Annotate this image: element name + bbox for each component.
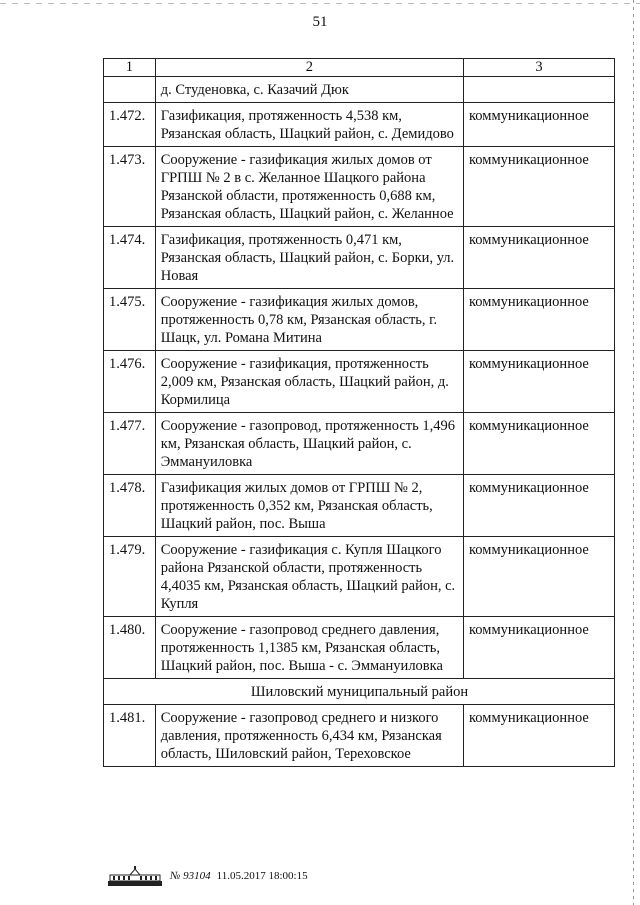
table-row [104,705,615,767]
row-type-cell: коммуникационное [464,705,615,767]
row-number-cell: 1.473. [104,147,156,227]
row-type-cell: коммуникационное [464,289,615,351]
table-row [104,147,615,227]
row-type-cell: коммуникационное [464,103,615,147]
section-row [104,679,615,705]
table-row [104,289,615,351]
scan-edge-right [633,0,634,905]
table-row [104,351,615,413]
registration-datetime: 11.05.2017 18:00:15 [216,870,308,882]
table-row [104,537,615,617]
row-type-cell: коммуникационное [464,537,615,617]
page-number: 51 [312,14,328,30]
row-number-cell: 1.475. [104,289,156,351]
header-col-1: 1 [104,59,156,77]
row-type-cell: коммуникационное [464,227,615,289]
registration-number: № 93104 [170,870,211,882]
section-title: Шиловский муниципальный район [104,679,615,705]
row-type-cell: коммуникационное [464,475,615,537]
row-number-cell: 1.478. [104,475,156,537]
row-number-cell: 1.476. [104,351,156,413]
row-description-cell: Сооружение - газопровод, протяженность 1,496 км, Рязанская область, Шацкий район, с. Эммануиловка [155,413,463,475]
row-number-cell: 1.479. [104,537,156,617]
row-description-cell: Сооружение - газопровод среднего давления, протяженность 1,1385 км, Рязанская область, Шацкий район, пос. Выша - с. Эммануиловка [155,617,463,679]
row-description-cell: Сооружение - газификация, протяженность 2,009 км, Рязанская область, Шацкий район, д. Кормилица [155,351,463,413]
table-row [104,227,615,289]
header-col-2: 2 [155,59,463,77]
row-description-cell: Сооружение - газопровод среднего и низкого давления, протяженность 6,434 км, Рязанская область, Шиловский район, Тереховское [155,705,463,767]
row-number-cell: 1.480. [104,617,156,679]
row-type-cell [464,77,615,103]
row-description-cell: Сооружение - газификация жилых домов, протяженность 0,78 км, Рязанская область, г. Шацк, ул. Романа Митина [155,289,463,351]
property-table [103,58,615,767]
table-row [104,413,615,475]
row-description-cell: Сооружение - газификация с. Купля Шацкого района Рязанской области, протяженность 4,4035 км, Рязанская область, Шацкий район, с. Купля [155,537,463,617]
row-description-cell: Газификация, протяженность 4,538 км, Рязанская область, Шацкий район, с. Демидово [155,103,463,147]
row-number-cell [104,77,156,103]
row-number-cell: 1.477. [104,413,156,475]
row-type-cell: коммуникационное [464,147,615,227]
row-description-cell: Сооружение - газификация жилых домов от ГРПШ № 2 в с. Желанное Шацкого района Рязанской области, протяженность 0,688 км, Рязанская область, Шацкий район, с. Желанное [155,147,463,227]
row-number-cell: 1.472. [104,103,156,147]
row-description-cell: Газификация, протяженность 0,471 км, Рязанская область, Шацкий район, с. Борки, ул. Новая [155,227,463,289]
row-number-cell: 1.474. [104,227,156,289]
row-type-cell: коммуникационное [464,413,615,475]
row-description-cell: Газификация жилых домов от ГРПШ № 2, протяженность 0,352 км, Рязанская область, Шацкий район, пос. Выша [155,475,463,537]
row-number-cell: 1.481. [104,705,156,767]
table-row [104,103,615,147]
building-logo-icon [108,866,162,886]
header-row [104,59,615,77]
row-type-cell: коммуникационное [464,351,615,413]
table-row [104,77,615,103]
row-type-cell: коммуникационное [464,617,615,679]
header-col-3: 3 [464,59,615,77]
table-body [104,59,615,767]
table-row [104,475,615,537]
table-row [104,617,615,679]
footer [108,866,308,886]
row-description-cell: д. Студеновка, с. Казачий Дюк [155,77,463,103]
scan-edge-top [0,3,640,4]
